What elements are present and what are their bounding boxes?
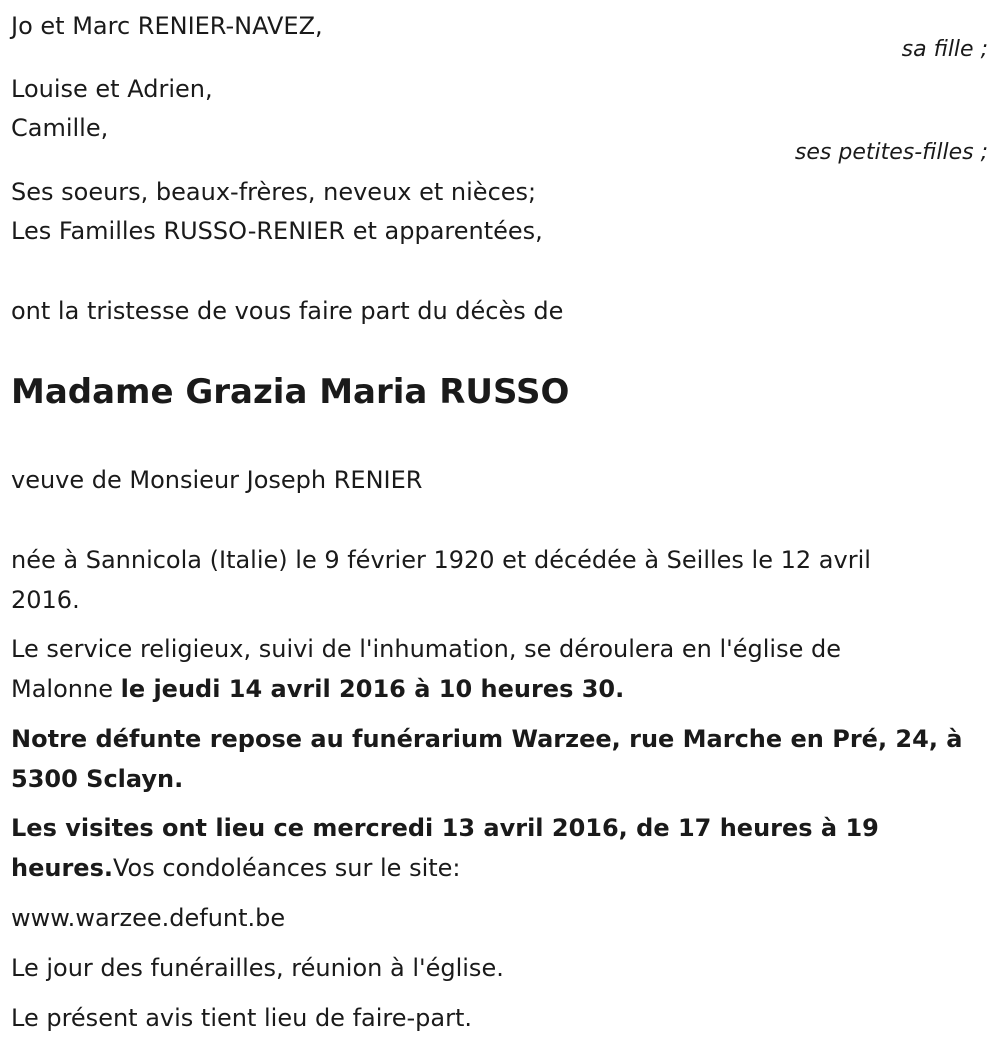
visits-end: heures. — [11, 854, 113, 882]
notice-text: Le présent avis tient lieu de faire-part. — [11, 1004, 473, 1032]
widow-line: veuve de Monsieur Joseph RENIER — [11, 466, 423, 494]
role-granddaughters: ses petites-filles ; — [794, 140, 988, 165]
announcement-text: ont la tristesse de vous faire part du décès de — [11, 297, 564, 325]
repose-line-1: Notre défunte repose au funérarium Warzee, rue Marche en Pré, 24, à — [11, 725, 963, 753]
service-location: Malonne — [11, 675, 121, 703]
website-text: www.warzee.defunt.be — [11, 904, 286, 932]
birth-death-line-1: née à Sannicola (Italie) le 9 février 1920 et décédée à Seilles le 12 avril — [11, 546, 871, 574]
visits-line-1: Les visites ont lieu ce mercredi 13 avril 2016, de 17 heures à 19 — [11, 814, 879, 842]
family-line-children: Jo et Marc RENIER-NAVEZ, — [11, 12, 323, 40]
repose-line-2: 5300 Sclayn. — [11, 765, 184, 793]
condolences-text: Vos condoléances sur le site: — [112, 854, 461, 882]
meeting-text: Le jour des funérailles, réunion à l'église. — [11, 954, 504, 982]
deceased-name: Madame Grazia Maria RUSSO — [11, 372, 570, 412]
service-line-1: Le service religieux, suivi de l'inhumation, se déroulera en l'église de — [11, 635, 841, 663]
service-datetime: le jeudi 14 avril 2016 à 10 heures 30. — [120, 675, 625, 703]
role-daughter: sa fille ; — [901, 37, 988, 62]
service-line-2 — [11, 669, 624, 709]
visits-line-2 — [11, 848, 461, 888]
family-line-siblings: Ses soeurs, beaux-frères, neveux et nièces; — [11, 178, 537, 206]
family-line-families: Les Familles RUSSO-RENIER et apparentées, — [11, 217, 543, 245]
birth-death-line-2: 2016. — [11, 586, 80, 614]
family-line-grandchildren-2: Camille, — [11, 114, 109, 142]
family-line-grandchildren-1: Louise et Adrien, — [11, 75, 213, 103]
